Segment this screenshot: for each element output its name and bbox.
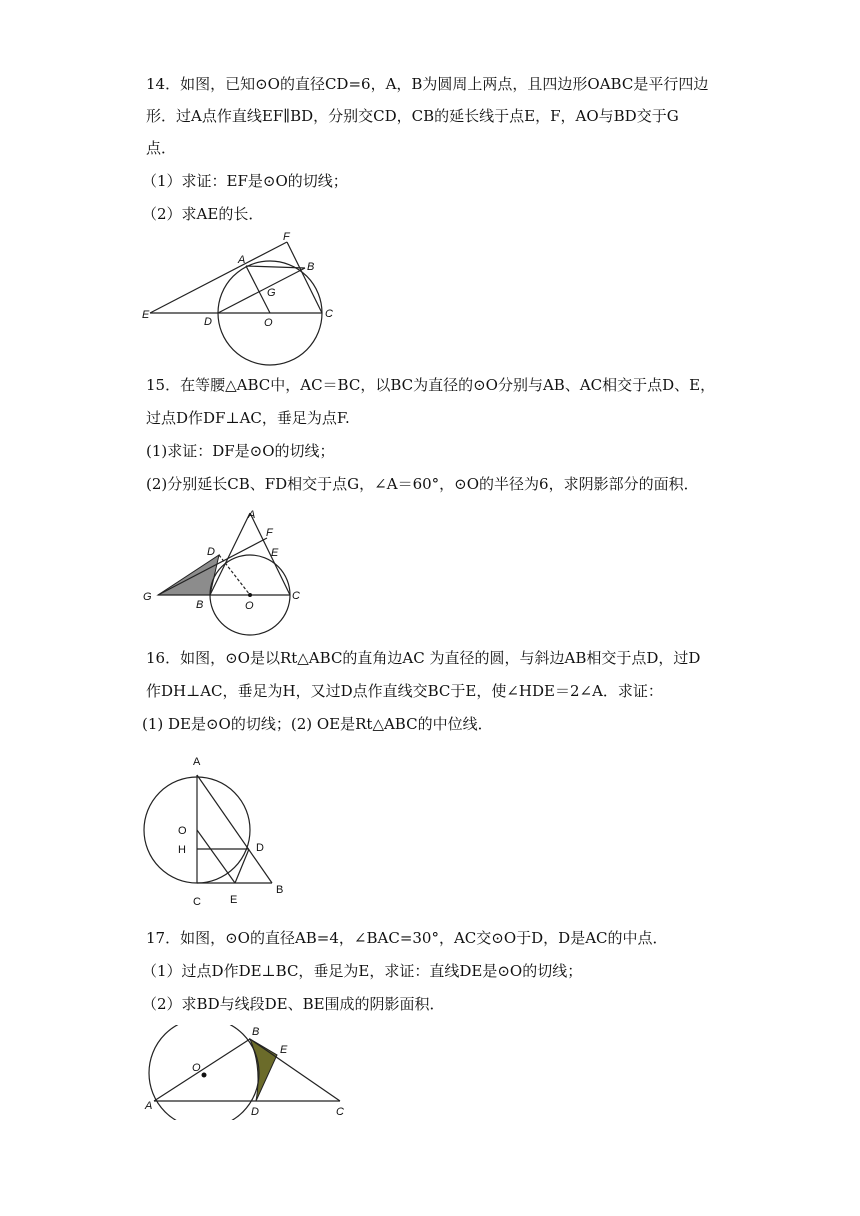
fig14-label-o: O [264,317,273,329]
fig15-label-g: G [143,591,152,603]
p15-line-4: (2)分别延长CB、FD相交于点G，∠A＝60°，⊙O的半径为6，求阴影部分的面积． [146,475,699,493]
fig17-label-o: O [192,1062,201,1074]
p14-line-1: 14．如图，已知⊙O的直径CD=6，A，B为圆周上两点，且四边形OABC是平行四边 [146,75,709,93]
figure-14 [138,230,348,370]
fig14-label-b: B [307,261,315,273]
fig14-label-d: D [204,316,212,328]
fig17-label-a: A [145,1100,153,1112]
p14-line-2: 形．过A点作直线EF∥BD，分别交CD，CB的延长线于点E，F，AO与BD交于G [146,107,679,125]
fig14-label-a: A [238,254,246,266]
fig15-label-a: A [248,509,256,521]
p16-line-1: 16．如图，⊙O是以Rt△ABC的直角边AC 为直径的圆，与斜边AB相交于点D，过D [146,649,701,667]
p17-line-3: （2）求BD与线段DE、BE围成的阴影面积． [142,995,445,1013]
fig15-label-c: C [292,590,300,602]
p15-line-1: 15．在等腰△ABC中，AC＝BC，以BC为直径的⊙O分别与AB、AC相交于点D、E， [146,376,716,394]
p14-line-4: （1）求证：EF是⊙O的切线； [142,172,348,190]
fig14-label-g: G [267,287,276,299]
p15-line-2: 过点D作DF⊥AC，垂足为点F. [146,409,350,427]
fig14-label-c: C [325,308,333,320]
fig14-label-e: E [142,309,150,321]
p16-line-2: 作DH⊥AC，垂足为H，又过D点作直线交BC于E，使∠HDE＝2∠A．求证： [146,682,663,700]
fig15-label-d: D [207,546,215,558]
fig15-label-f: F [266,527,273,539]
p17-line-1: 17．如图，⊙O的直径AB=4，∠BAC=30°，AC交⊙O于D，D是AC的中点． [146,929,668,947]
fig17-label-b: B [252,1026,260,1038]
fig15-label-e: E [271,547,279,559]
p17-line-2: （1）过点D作DE⊥BC，垂足为E，求证：直线DE是⊙O的切线； [142,962,583,980]
fig15-label-o: O [245,600,254,612]
fig16-label-c: C [193,896,201,908]
fig17-label-c: C [336,1106,344,1118]
fig16-label-o: O [178,825,187,837]
p16-line-3: (1) DE是⊙O的切线；(2) OE是Rt△ABC的中位线． [142,715,493,733]
fig17-label-e: E [280,1044,288,1056]
fig16-label-d: D [256,842,264,854]
figure-17 [140,1025,360,1120]
fig16-label-e: E [230,894,238,906]
p14-line-5: （2）求AE的长． [142,205,264,223]
p15-line-3: (1)求证：DF是⊙O的切线； [146,442,335,460]
fig16-label-h: H [178,844,186,856]
fig15-label-b: B [196,599,204,611]
figure-15 [140,505,310,640]
figure-16 [140,745,300,915]
p14-line-3: 点． [146,139,177,157]
fig14-label-f: F [283,231,290,243]
fig17-label-d: D [251,1106,259,1118]
fig16-label-a: A [193,756,201,768]
fig16-label-b: B [276,884,284,896]
